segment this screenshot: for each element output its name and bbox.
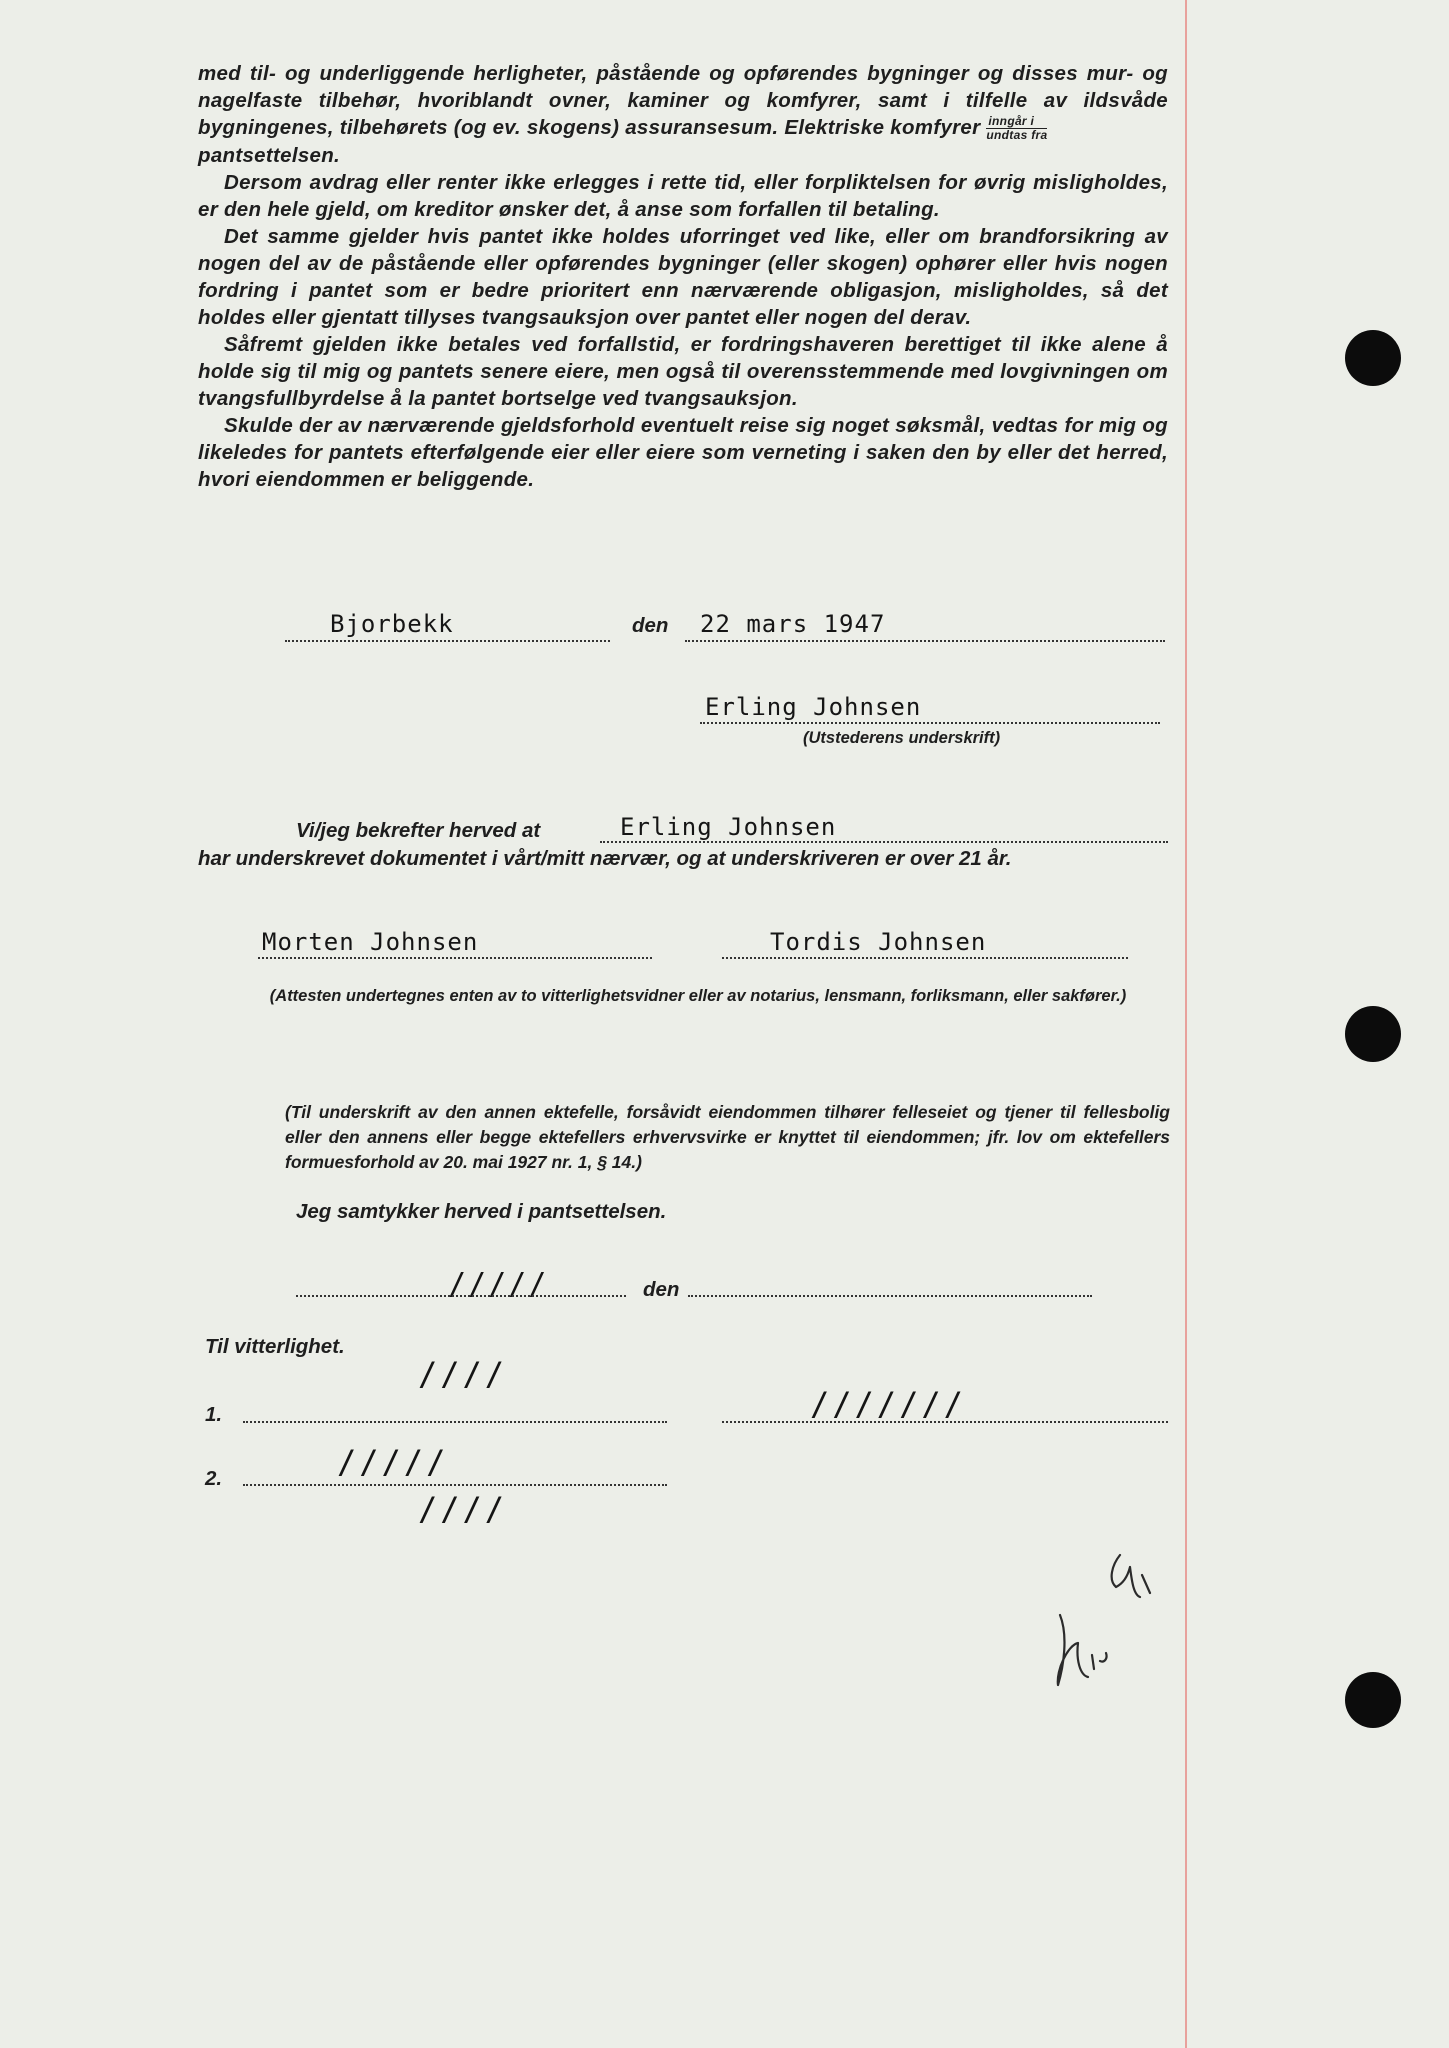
witness-signer: Erling Johnsen [620,813,837,841]
date-line [685,640,1165,642]
issuer-signature: Erling Johnsen [705,693,922,721]
mortgage-terms [198,60,1168,493]
issuer-line [700,722,1160,724]
signing-place: Bjorbekk [330,610,454,638]
clause-2: Dersom avdrag eller renter ikke erlegges i rette tid, eller forpliktelsen for øvrig misligholdes, er den hele gjeld, om kreditor ønsker det, å anse som forfallen til betaling. [198,171,1168,222]
handwritten-initials [1050,1535,1180,1699]
spouse-den-label: den [643,1278,680,1301]
attest-line-1-right [722,1421,1168,1423]
punch-hole [1345,1006,1401,1062]
attest-line-1-mark: /////// [810,1385,966,1423]
witness-2-signature: Tordis Johnsen [770,928,987,956]
punch-hole [1345,1672,1401,1728]
witness-intro: Vi/jeg bekrefter herved at [296,819,541,842]
witness-statement: har underskrevet dokumentet i vårt/mitt nærvær, og at underskriveren er over 21 år. [198,847,1012,870]
spouse-note: (Til underskrift av den annen ektefelle, forsåvidt eiendommen tilhører felleseiet og tjener til fellesbolig eller den annens eller begge ektefellers erhvervsvirke er knyttet til eiendommen; jfr. lov om ektefellers formuesforhold av 20. mai 1927 nr. 1, § 14.) [285,1102,1170,1172]
spouse-place-line [296,1295,626,1297]
attest-label: Til vitterlighet. [205,1335,345,1358]
den-label: den [632,614,669,637]
witness-1-line [258,957,652,959]
clause-3: Det samme gjelder hvis pantet ikke holdes uforringet ved like, eller om brandforsikring av nogen del av de påstående eller opførendes bygninger (eller skogen) ophører eller hvis nogen fordring i pantet som er bedre prioritert enn nærværende obligasjon, misligholdes, så det holdes eller gjentatt tillyses tvangsauksjon over pantet eller nogen del derav. [198,225,1168,330]
signer-line [600,841,1168,843]
attest-line-1 [243,1421,667,1423]
punch-hole [1345,330,1401,386]
margin-rule [1185,0,1187,2048]
witness-1-signature: Morten Johnsen [262,928,479,956]
issuer-caption: (Utstederens underskrift) [803,729,1001,747]
attest-line-2 [243,1484,667,1486]
spouse-place-mark: ///// [448,1267,549,1302]
attest-line-2-mark-below: //// [418,1490,508,1528]
attest-line-2-mark: ///// [337,1443,449,1481]
witness-2-line [722,957,1128,959]
spouse-date-line [688,1295,1092,1297]
place-line [285,640,610,642]
witness-note: (Attesten undertegnes enten av to vitterlighetsvidner eller av notarius, lensmann, forliksmann, eller sakfører.) [269,987,1127,1005]
clause-1: med til- og underliggende herligheter, påstående og opførendes bygninger og disses mur- og nagelfaste tilbehør, hvoriblandt ovner, kaminer og komfyrer, samt i tilfelle av ildsvåde bygningenes, tilbehørets (og ev. skogens) assuransesum. Elektriske komfyrer $\frac{\text{inngår i}}{\text{undtas fra}}$ pantsettelsen. [198,62,1168,168]
clause-4: Såfremt gjelden ikke betales ved forfallstid, er fordringshaveren berettiget til ikke alene å holde sig til mig og pantets senere eiere, men også til overensstemmende med lovgivningen om tvangsfullbyrdelse å la pantet bortselge ved tvangsauksjon. [198,333,1168,411]
signing-date: 22 mars 1947 [700,610,886,638]
attest-mark: //// [418,1355,508,1393]
attest-line-2-number: 2. [205,1467,223,1490]
attest-line-1-number: 1. [205,1403,223,1426]
stove-fraction: $\frac{\text{inngår i}}{\text{undtas fra}}$ [986,114,1048,143]
clause-5: Skulde der av nærværende gjeldsforhold eventuelt reise sig noget søksmål, vedtas for mig og likeledes for pantets efterfølgende eier eller eiere som verneting i saken den by eller det herred, hvori eiendommen er beliggende. [198,414,1168,492]
spouse-consent: Jeg samtykker herved i pantsettelsen. [296,1200,667,1223]
